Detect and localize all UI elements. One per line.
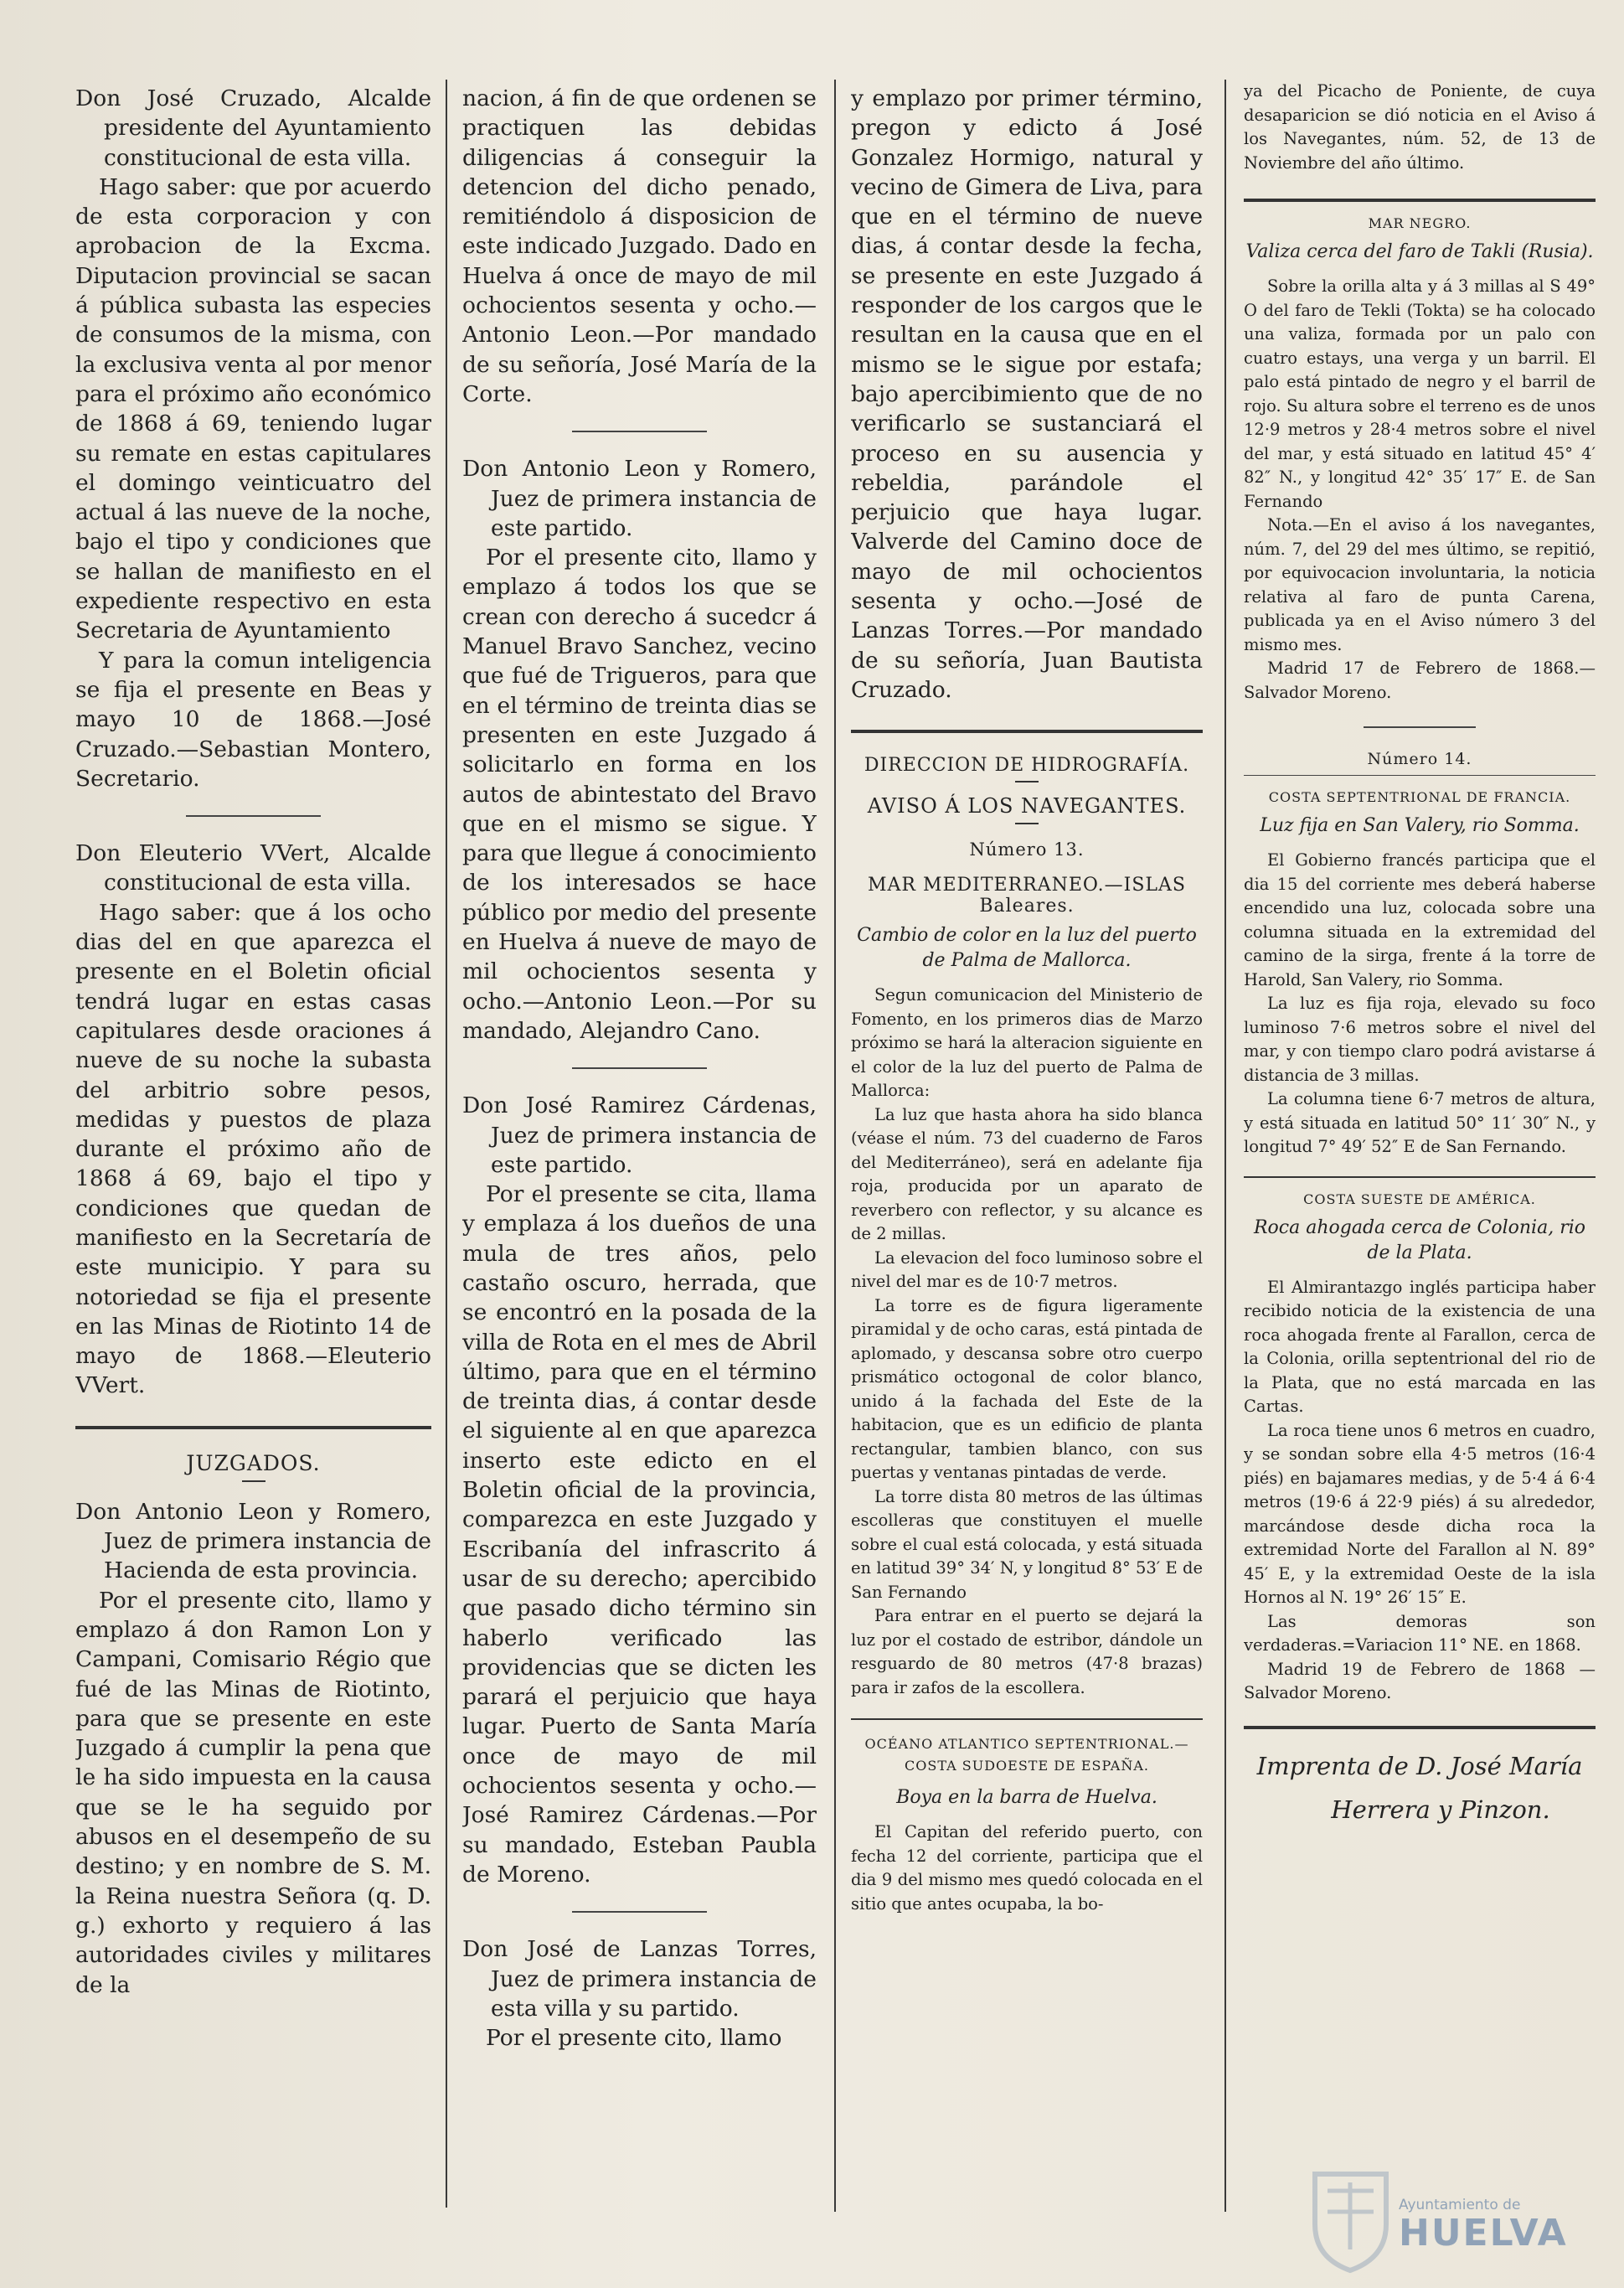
notice-region: MAR MEDITERRANEO.—ISLAS Baleares. — [867, 875, 1187, 917]
section-title: JUZGADOS. — [186, 1450, 321, 1475]
notice-paragraph: La elevacion del foco luminoso sobre el nivel del mar es de 10·7 metros. — [851, 1247, 1203, 1292]
watermark-title: HUELVA — [1399, 2212, 1568, 2254]
edict-heading: Don José Cruzado, Alcalde presidente del Ayuntamiento constitucional de esta villa. — [75, 85, 431, 171]
edict-paragraph: Hago saber: que por acuerdo de esta corporacion y con aprobacion de la Excma. Diputacion provincial se sacan á pública subasta las especies de consumos de la misma, con la exclusiva venta al por menor para el próximo año económico de 1868 á 69, teniendo lugar su remate en estas capitulares el domingo veinticuatro del actual á las nueve de la noche, bajo el tipo y condiciones que se hallan de manifiesto en el expediente respectivo en esta Secretaria de Ayuntamiento — [75, 173, 431, 644]
notice-region: MAR NEGRO. — [1368, 215, 1472, 231]
notice-subject: Boya en la barra de Huelva. — [896, 1787, 1157, 1809]
separator — [1244, 775, 1596, 776]
notice-paragraph: Nota.—En el aviso á los navegantes, núm. 7, del 29 del mes último, se repitió, por equivocacion involuntaria, la noticia relativa al faro de punta Carena, publicada ya en el Aviso número 3 del mismo mes. — [1244, 515, 1596, 654]
section-rule — [851, 730, 1203, 733]
edict-heading: Don Antonio Leon y Romero, Juez de primera instancia de este partido. — [462, 456, 817, 541]
notice-subject: Luz fija en San Valery, rio Somma. — [1260, 815, 1580, 836]
notice-paragraph: El Almirantazgo inglés participa haber recibido noticia de la existencia de una roca ahogada frente al Farallon, cerca de la Colonia, orilla septentrional del rio de la Plata, que no está marcada en las Cartas. — [1244, 1277, 1596, 1416]
notice-paragraph: Sobre la orilla alta y á 3 millas al S 49° O del faro de Tekli (Tokta) se ha colocado una valiza, formada por un palo con cuatro estays, una verga y un barril. El palo está pintado de negro y el barril de rojo. Su altura sobre el terreno es de unos 12·9 metros y 28·4 metros sobre el nivel del mar, y está situado en latitud 45° 4′ 82″ N., y longitud 42° 35′ 17″ E. de San Fernando — [1244, 276, 1596, 511]
separator — [572, 1911, 707, 1913]
section-title: AVISO Á LOS NAVEGANTES. — [867, 794, 1187, 819]
edict-heading: Don José de Lanzas Torres, Juez de primera instancia de esta villa y su partido. — [462, 1936, 817, 2022]
imprint-line: Imprenta de D. José María — [1256, 1751, 1583, 1780]
notice-subject: Valiza cerca del faro de Takli (Rusia). — [1245, 241, 1594, 262]
notice-paragraph: La columna tiene 6·7 metros de altura, y está situada en latitud 50° 11′ 30″ N., y longitud 7° 49′ 52″ E de San Fernando. — [1244, 1089, 1596, 1156]
edict-paragraph: y emplazo por primer término, pregon y edicto á José Gonzalez Hormigo, natural y vecino de Gimera de Liva, para que en el término de nueve dias, á contar desde la fecha, se presente en este Juzgado á responder de los cargos que le resultan en la causa que en el mismo se le sigue por estafa; bajo apercibimiento que de no verificarlo se sustanciará el proceso en su ausencia y rebeldia, parándole el perjuicio que haya lugar. Valverde del Camino doce de mayo de mil ochocientos sesenta y ocho.—José de Lanzas Torres.—Por mandado de su señoría, Juan Bautista Cruzado. — [851, 85, 1203, 703]
imprint-line: Herrera y Pinzon. — [1331, 1795, 1550, 1824]
edict-paragraph: Y para la comun inteligencia se fija el presente en Beas y mayo 10 de 1868.—José Cruzado.—Sebastian Montero, Secretario. — [75, 647, 431, 792]
notice-paragraph: La torre es de figura ligeramente piramidal y de ocho caras, está pintada de aplomado, y descansa sobre otro cuerpo prismático octogonal de color blanco, unido á la fachada del Este de la habitacion, que es un edificio de planta rectangular, tambien blanco, con sus puertas y ventanas pintadas de verde. — [851, 1295, 1203, 1483]
section-rule — [1244, 1726, 1596, 1729]
notice-paragraph: La torre dista 80 metros de las últimas escolleras que constituyen el muelle sobre el cual está colocada, y está situada en latitud 39° 34′ N, y longitud 8° 53′ E de San Fernando — [851, 1486, 1203, 1602]
separator — [572, 431, 707, 432]
title-dash — [1015, 823, 1039, 824]
notice-paragraph: Madrid 17 de Febrero de 1868.—Salvador Moreno. — [1244, 659, 1596, 702]
section-title: DIRECCION DE HIDROGRAFÍA. — [864, 755, 1190, 777]
column-rule — [446, 80, 447, 2208]
title-dash — [242, 1480, 266, 1482]
notice-number: Número 14. — [1367, 750, 1472, 768]
watermark-subtitle: Ayuntamiento de — [1399, 2197, 1521, 2213]
edict-paragraph: Por el presente cito, llamo y emplazo á todos los que se crean con derecho á sucedcr á Manuel Bravo Sanchez, vecino que fué de Trigueros, para que en el término de treinta dias se presenten en este Juzgado á solicitarlo en forma en los autos de abintestato del Bravo que en el mismo se sigue. Y para que llegue á conocimiento de los interesados se hace público por medio del presente en Huelva á nueve de mayo de mil ochocientos sesenta y ocho.—Antonio Leon.—Por su mandado, Alejandro Cano. — [462, 545, 817, 1044]
title-dash — [1015, 781, 1039, 782]
column-rule — [834, 80, 836, 2212]
notice-paragraph: La luz que hasta ahora ha sido blanca (véase el núm. 73 del cuaderno de Faros del Mediterráneo), será en adelante fija roja, producida por un aparato de reverbero con reflector, y su alcance es de 2 millas. — [851, 1104, 1203, 1244]
archive-watermark — [1399, 2197, 1568, 2254]
separator — [572, 1067, 707, 1069]
notice-paragraph: ya del Picacho de Poniente, de cuya desaparicion se dió noticia en el Aviso á los Navegantes, núm. 52, de 13 de Noviembre del año último. — [1244, 81, 1596, 173]
edict-paragraph: Por el presente se cita, llama y emplaza á los dueños de una mula de tres años, pelo castaño oscuro, herrada, que se encontró en la posada de la villa de Rota en el mes de Abril último, para que en el término de treinta dias, á contar desde el siguiente al en que aparezca inserto este edicto en el Boletin oficial de la provincia, comparezca en este Juzgado y Escribanía del infrascrito á usar de su derecho; apercibido que pasado dicho término sin haberlo verificado las providencias que se dicten les parará el perjuicio que haya lugar. Puerto de Santa María once de mayo de mil ochocientos sesenta y ocho.—José Ramirez Cárdenas.—Por su mandado, Esteban Paubla de Moreno. — [462, 1181, 817, 1888]
edict-heading: Don Antonio Leon y Romero, Juez de primera instancia de Hacienda de esta provincia. — [75, 1498, 431, 1584]
section-rule — [75, 1426, 431, 1429]
notice-subject: Roca ahogada cerca de Colonia, rio de la Plata. — [1253, 1216, 1585, 1263]
notice-region: COSTA SEPTENTRIONAL DE FRANCIA. — [1268, 789, 1571, 805]
printer-imprint — [1244, 1744, 1596, 1831]
edict-paragraph: nacion, á fin de que ordenen se practiquen las debidas diligencias á conseguir la detencion del dicho penado, remitiéndolo á disposicion de este indicado Juzgado. Dado en Huelva á once de mayo de mil ochocientos sesenta y ocho.—Antonio Leon.—Por mandado de su señoría, José María de la Corte. — [462, 85, 817, 407]
notice-paragraph: Para entrar en el puerto se dejará la luz por el costado de estribor, dándole un resguardo de 80 metros (47·8 brazas) para ir zafos de la escollera. — [851, 1606, 1203, 1697]
notice-paragraph: La roca tiene unos 6 metros en cuadro, y se sondan sobre ella 4·5 metros (16·4 piés) en bajamares medias, y de 5·4 á 6·4 metros (19·6 á 22·9 piés) á su alrededor, marcándose desde dicha roca la extremidad Norte del Farallon al N. 89° 45′ E, y la extremidad Oeste de la isla Hornos al N. 19° 26′ 15″ E. — [1244, 1420, 1596, 1607]
separator — [186, 815, 322, 817]
notice-paragraph: Madrid 19 de Febrero de 1868 — Salvador Moreno. — [1244, 1659, 1596, 1702]
notice-paragraph: El Gobierno francés participa que el dia 15 del corriente mes deberá haberse encendido una luz, colocada sobre una columna situada en la extremidad del camino de la sirga, frente á la torre de Harold, San Valery, rio Somma. — [1244, 850, 1596, 989]
notice-region: COSTA SUESTE DE AMÉRICA. — [1303, 1190, 1536, 1207]
edict-heading: Don Eleuterio VVert, Alcalde constitucional de esta villa. — [75, 840, 431, 896]
section-rule — [1244, 199, 1596, 202]
notice-region: OCÉANO ATLANTICO SEPTENTRIONAL.— COSTA SUDOESTE DE ESPAÑA. — [864, 1736, 1189, 1774]
column-rule — [1224, 80, 1226, 2212]
notice-paragraph: Segun comunicacion del Ministerio de Fomento, en los primeros dias de Marzo próximo se hará la alteracion siguiente en el color de la luz del puerto de Palma de Mallorca: — [851, 985, 1203, 1101]
section-rule — [1244, 1176, 1596, 1178]
column-4 — [1244, 80, 1596, 2115]
edict-paragraph: Por el presente cito, llamo y emplazo á don Ramon Lon y Campani, Comisario Régio que fué de las Minas de Riotinto, para que se presente en este Juzgado á cumplir la pena que le ha sido impuesta en la causa que se le ha seguido por abusos en el desempeño de su destino; y en nombre de S. M. la Reina nuestra Señora (q. D. g.) exhorto y requiero á las autoridades civiles y militares de la — [75, 1587, 431, 1998]
column-1 — [75, 84, 431, 2212]
edict-paragraph: Hago saber: que á los ocho dias del en que aparezca el presente en el Boletin oficial tendrá lugar en estas casas capitulares desde oraciones á nueve de su noche la subasta del arbitrio sobre pesos, medidas y puestos de plaza durante el próximo año de 1868 á 69, bajo el tipo y condiciones que quedan de manifiesto en la Secretaría de este municipio. Y para su notoriedad se fija el presente en las Minas de Riotinto 14 de mayo de 1868.—Eleuterio VVert. — [75, 899, 431, 1399]
edict-paragraph: Por el presente cito, llamo — [486, 2025, 782, 2052]
separator — [1364, 726, 1476, 728]
column-3 — [851, 84, 1203, 2212]
section-rule — [851, 1718, 1203, 1720]
notice-number: Número 13. — [969, 839, 1085, 860]
edict-heading: Don José Ramirez Cárdenas, Juez de primera instancia de este partido. — [462, 1092, 817, 1178]
notice-subject: Cambio de color en la luz del puerto de Palma de Mallorca. — [857, 925, 1197, 972]
notice-paragraph: El Capitan del referido puerto, con fecha 12 del corriente, participa que el dia 9 del mismo mes quedó colocada en el sitio que antes ocupaba, la bo- — [851, 1822, 1203, 1914]
notice-paragraph: La luz es fija roja, elevado su foco luminoso 7·6 metros sobre el nivel del mar, y con tiempo claro podrá avistarse á distancia de 3 millas. — [1244, 994, 1596, 1085]
column-2 — [462, 84, 817, 2212]
notice-paragraph: Las demoras son verdaderas.=Variacion 11° NE. en 1868. — [1244, 1611, 1596, 1655]
